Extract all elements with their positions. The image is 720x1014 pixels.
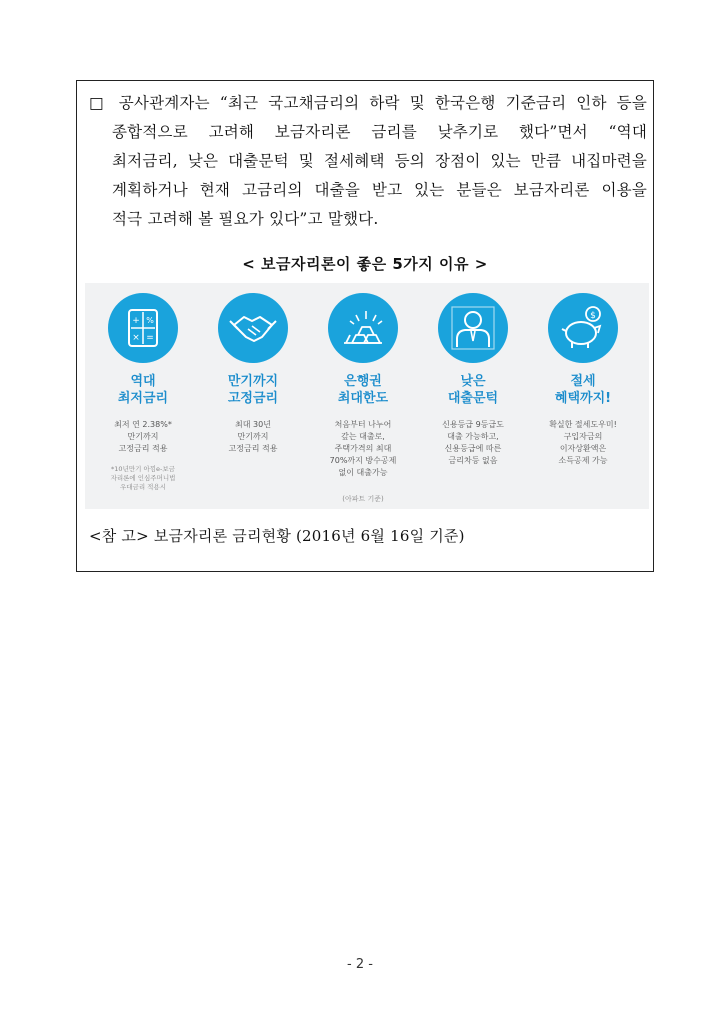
reason-title: 낮은 대출문턱 [447, 374, 499, 406]
content-box [76, 80, 654, 572]
paragraph-line: 최저금리, 낮은 대출문턱 및 절세혜택 등의 장점이 있는 만큼 내집마련을 [112, 152, 647, 170]
reason-title: 절세 혜택까지! [554, 374, 612, 406]
svg-text:×: × [132, 333, 140, 343]
paragraph-line: 종합적으로 고려해 보금자리론 금리를 낮추기로 했다”면서 “역대 [112, 123, 647, 141]
handshake-icon [218, 293, 288, 363]
page-number: - 2 - [347, 957, 373, 972]
reason-description: 신용등급 9등급도 대출 가능하고, 신용등급에 따른 금리차등 없음 [442, 420, 504, 465]
svg-text:=: = [146, 333, 154, 343]
reference-caption: <참 고> 보금자리론 금리현황 (2016년 6월 16일 기준) [89, 527, 465, 545]
reason-item-lowest-rate [89, 283, 197, 509]
gold-bars-icon [328, 293, 398, 363]
paragraph-line: 적극 고려해 볼 필요가 있다”고 말했다. [112, 210, 379, 228]
paragraph-line: 계획하거나 현재 고금리의 대출을 받고 있는 분들은 보금자리론 이용을 [112, 181, 647, 199]
reason-item-low-threshold [419, 283, 527, 509]
reason-item-tax-benefit [529, 283, 637, 509]
reason-description: 처음부터 나누어 갚는 대출로, 주택가격의 최대 70%까지 방수공제 없이 대출가능 [329, 420, 397, 477]
calculator-icon [108, 293, 178, 363]
reason-title: 만기까지 고정금리 [227, 374, 279, 406]
reason-title: 은행권 최대한도 [337, 374, 389, 406]
infographic [85, 283, 649, 509]
reason-footnote: (아파트 기준) [342, 495, 384, 503]
piggy-bank-icon [548, 293, 618, 363]
svg-text:%: % [146, 316, 154, 325]
paragraph-line: □ 공사관계자는 “최근 국고채금리의 하락 및 한국은행 기준금리 인하 등을 [89, 94, 647, 112]
reason-footnote: *10년만기 아낌e-보금 자리론에 인심주머니법 우대금리 적용시 [110, 465, 176, 491]
reason-description: 확실한 절세도우미! 구입자금의 이자상환액은 소득공제 가능 [549, 420, 617, 465]
infographic-heading: < 보금자리론이 좋은 5가지 이유 > [242, 255, 488, 273]
reason-item-fixed-rate [199, 283, 307, 509]
reason-item-max-limit [309, 283, 417, 509]
svg-text:+: + [132, 316, 140, 326]
reason-title: 역대 최저금리 [117, 374, 169, 406]
reason-description: 최대 30년 만기까지 고정금리 적용 [228, 420, 278, 453]
reason-description: 최저 연 2.38%* 만기까지 고정금리 적용 [114, 420, 172, 453]
svg-text:$: $ [590, 311, 596, 321]
person-icon [438, 293, 508, 363]
paragraph [89, 89, 647, 234]
